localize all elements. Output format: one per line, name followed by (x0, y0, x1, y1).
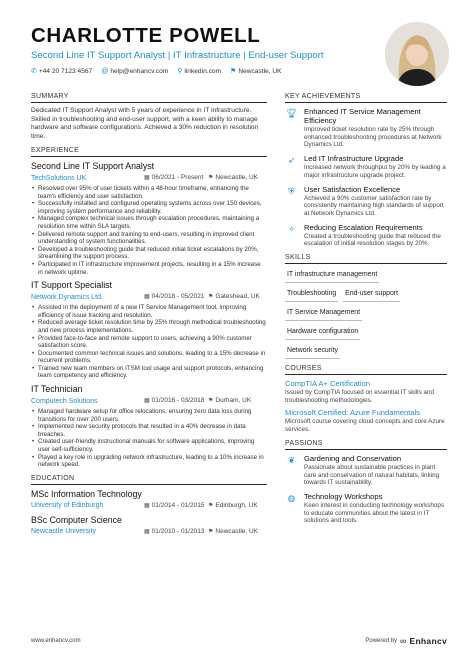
job-bullet: • Created user-friendly instructional manuals for software applications, improving user self-sufficiency. (31, 438, 267, 453)
course-title: Microsoft Certified: Azure Fundamentals (285, 408, 421, 418)
job-bullet: • Documented common technical issues and solutions, leading to a 15% decrease in recurrent problems. (31, 350, 267, 365)
job-location-text: Gateshead, UK (215, 293, 260, 301)
job-location (208, 173, 258, 183)
job-title: IT Technician (31, 384, 83, 395)
job-bullet: • Trained new team members on ITSM tool usage and support protocols, enhancing team competency and efficiency. (31, 365, 267, 380)
achievement-item (285, 223, 447, 248)
map-pin-icon: ⚑ (208, 294, 214, 301)
company-name: Network Dynamics Ltd. (31, 293, 103, 301)
job-date-text: 01/2016 - 03/2018 (151, 397, 205, 405)
education-entry (31, 489, 267, 511)
skill-row (285, 268, 447, 283)
job-bullet: • Provided face-to-face and remote support to users, achieving a 90% customer satisfaction score. (31, 335, 267, 350)
powered-by-text: Powered by (365, 638, 398, 644)
linkedin-contact[interactable] (177, 67, 221, 75)
job-bullet: • Played a key role in upgrading network infrastructure, leading to a 10% increase in network speed. (31, 454, 267, 469)
candidate-name: CHARLOTTE POWELL (31, 24, 261, 47)
passion-desc: Keen interest in conducting technology workshops to educate communities about the latest in IT solutions and tools. (304, 501, 445, 525)
job-bullet: • Developed a troubleshooting guide that reduced initial ticket escalations by 20%, streamlining the support process. (31, 246, 267, 261)
achievement-item (285, 185, 447, 218)
skill-tag: Network security (285, 344, 340, 359)
achievement-title: Led IT Infrastructure Upgrade (304, 154, 404, 164)
brand-name: Enhancv (409, 636, 447, 646)
job-bullet: • Managed complex technical issues through escalation procedures, maintaining a resolution time within SLA targets. (31, 215, 267, 230)
degree-title: MSc Information Technology (31, 488, 142, 499)
skill-tag: Troubleshooting (285, 287, 338, 302)
resume-header (31, 24, 371, 75)
phone-text: +44 20 7123 4567 (38, 67, 93, 75)
passions-heading: PASSIONS (285, 440, 447, 450)
job-bullet: • Participated in IT infrastructure improvement projects, resulting in a 15% increase in network uptime. (31, 261, 267, 276)
achievement-title: User Satisfaction Excellence (304, 184, 401, 194)
passions-section (285, 440, 447, 525)
achievement-item (285, 154, 447, 179)
phone-contact (31, 67, 92, 75)
education-date (144, 527, 208, 537)
map-pin-icon: ⚑ (230, 68, 237, 75)
skill-row (285, 287, 447, 302)
skills-heading: SKILLS (285, 254, 447, 264)
job-meta (31, 173, 267, 183)
skills-section (285, 254, 447, 359)
phone-icon: ✆ (31, 68, 37, 75)
trophy-icon: 🏆︎ (286, 108, 297, 118)
rocket-icon: ➶ (287, 155, 296, 166)
enhancv-logo-icon: ∞ (400, 636, 407, 646)
skill-tag: IT infrastructure management (285, 268, 379, 283)
email-contact[interactable] (101, 67, 168, 75)
map-pin-icon: ⚑ (208, 528, 214, 535)
achievement-desc: Created a troubleshooting guide that reduced the escalation of initial resolution stages by 20%. (304, 232, 441, 248)
job-entry (31, 280, 267, 380)
job-bullets (31, 304, 267, 380)
summary-section (31, 93, 267, 141)
education-meta (31, 501, 267, 511)
skill-tag: End-user support (343, 287, 400, 302)
course-desc: Microsoft course covering cloud concepts and core Azure services. (285, 418, 445, 434)
job-bullet: • Resolved over 95% of user tickets within a 48-hour timeframe, enhancing the team's efficiency and user satisfaction. (31, 185, 267, 200)
footer-url[interactable]: www.enhancv.com (31, 638, 81, 644)
job-title: IT Support Specialist (31, 280, 113, 291)
passion-title: Technology Workshops (304, 491, 383, 501)
calendar-icon: ▦ (144, 175, 150, 181)
skill-tag: IT Service Management (285, 306, 362, 321)
job-entry (31, 384, 267, 469)
job-bullet: • Managed hardware setup for office relocations, ensuring zero data loss during transitions for over 200 users. (31, 408, 267, 423)
experience-section (31, 147, 267, 469)
skill-row (285, 325, 447, 340)
education-date-text: 01/2014 - 01/2015 (151, 501, 205, 509)
course-item (285, 408, 447, 433)
job-date (144, 292, 208, 302)
email-text[interactable]: help@enhancv.com (110, 67, 169, 75)
education-location-text: Edinburgh, UK (215, 501, 258, 509)
experience-heading: EXPERIENCE (31, 147, 267, 157)
footer-brand (365, 636, 447, 646)
job-location-text: Durham, UK (215, 397, 252, 405)
achievements-section (285, 93, 447, 248)
job-bullets (31, 408, 267, 469)
job-bullet: • Assisted in the deployment of a new IT Service Management tool, improving efficiency of issue tracking and resolution. (31, 304, 267, 319)
map-pin-icon: ⚑ (208, 502, 214, 509)
achievement-title: Reducing Escalation Requirements (304, 222, 423, 232)
page-footer (31, 634, 447, 648)
calendar-icon: ▦ (144, 294, 150, 301)
calendar-icon: ▦ (144, 398, 150, 405)
courses-section (285, 365, 447, 434)
skill-row (285, 306, 447, 321)
education-section (31, 475, 267, 537)
profile-photo (385, 22, 449, 86)
candidate-headline: Second Line IT Support Analyst | IT Infrastructure | End-user Support (31, 50, 324, 61)
job-date (144, 173, 208, 183)
degree-title: BSc Computer Science (31, 514, 122, 525)
company-name: Computech Solutions (31, 397, 98, 405)
job-bullet: • Successfully installed and configured operating systems across over 150 devices, improving system performance and reliability. (31, 200, 267, 215)
job-bullet: • Delivered remote support and training to end-users, resulting in improved client understanding of system functionalities. (31, 231, 267, 246)
education-entry (31, 515, 267, 537)
achievement-desc: Achieved a 90% customer satisfaction rate by consistently maintaining high standards of support at Network Dynamics Ltd. (304, 194, 444, 217)
contact-info (31, 67, 371, 75)
at-icon: @ (101, 67, 109, 75)
achievement-title: Enhanced IT Service Management Efficiency (304, 107, 421, 125)
summary-text: Dedicated IT Support Analyst with 5 years of experience in IT infrastructure. Skilled in troubleshooting and end-user support, with a keen ability to manage hardware and software configurations. Achieved a 30% reduction in resolution time. (31, 107, 259, 140)
linkedin-text[interactable]: linkedin.com (184, 67, 222, 75)
skills-list (285, 268, 447, 359)
education-location (208, 527, 258, 537)
education-meta (31, 527, 267, 537)
job-meta (31, 396, 267, 406)
magic-wand-icon: ✧ (287, 223, 296, 234)
education-date-text: 01/2010 - 01/2013 (151, 527, 205, 535)
school-name: University of Edinburgh (31, 502, 104, 510)
achievements-heading: KEY ACHIEVEMENTS (285, 93, 447, 103)
summary-heading: SUMMARY (31, 93, 267, 103)
passion-title: Gardening and Conservation (304, 453, 402, 463)
job-date-text: 06/2021 - Present (151, 174, 204, 181)
passion-item (285, 454, 447, 487)
education-date (144, 501, 208, 511)
education-location-text: Newcastle, UK (215, 527, 259, 535)
calendar-icon: ▦ (144, 502, 150, 509)
job-location-text: Newcastle, UK (215, 174, 259, 181)
job-entry (31, 161, 267, 276)
skill-tag: Hardware configuration (285, 325, 360, 340)
courses-heading: COURSES (285, 365, 447, 375)
job-meta (31, 292, 267, 302)
location-contact (230, 67, 282, 75)
education-heading: EDUCATION (31, 475, 267, 485)
portrait-image (385, 22, 449, 86)
achievement-desc: Improved ticket resolution rate by 25% through enhanced troubleshooting procedures at Network Dynamics Ltd. (304, 126, 442, 149)
left-column (31, 93, 267, 543)
achievement-item (285, 107, 447, 149)
job-bullet: • Reduced average ticket resolution time by 25% through methodical troubleshooting and new process implementations. (31, 319, 267, 334)
course-desc: Issued by CompTIA focused on essential IT skills and troubleshooting methodologies. (285, 389, 434, 404)
school-name: Newcastle University (31, 528, 96, 536)
passion-desc: Passionate about sustainable practices in plant care and conservation of natural habitats, linking towards IT sustainability. (304, 463, 440, 487)
job-date (144, 396, 208, 406)
globe-icon: ◍ (287, 492, 296, 503)
skill-row (285, 344, 447, 359)
job-title: Second Line IT Support Analyst (31, 161, 155, 171)
job-location (208, 292, 260, 302)
calendar-icon: ▦ (144, 528, 150, 535)
map-pin-icon: ⚑ (208, 175, 214, 181)
achievement-desc: Increased network throughput by 20% by leading a major infrastructure upgrade project. (304, 164, 446, 179)
course-title: CompTIA A+ Certification (285, 379, 371, 389)
course-item (285, 379, 447, 404)
company-name: TechSolutions UK (31, 174, 87, 182)
job-bullet: • Implemented new security protocols that resulted in a 40% decrease in data breaches. (31, 423, 267, 438)
shield-icon: ⛨ (288, 185, 295, 196)
map-pin-icon: ⚑ (208, 398, 214, 405)
job-bullets (31, 185, 267, 276)
location-text: Newcastle, UK (238, 67, 282, 75)
leaf-icon: ❦ (287, 454, 296, 465)
job-date-text: 04/2018 - 05/2021 (151, 293, 205, 301)
job-location (208, 396, 251, 406)
passion-item (285, 492, 447, 525)
right-column (285, 93, 447, 531)
link-icon: ⚲ (177, 68, 183, 75)
education-location (208, 501, 258, 511)
